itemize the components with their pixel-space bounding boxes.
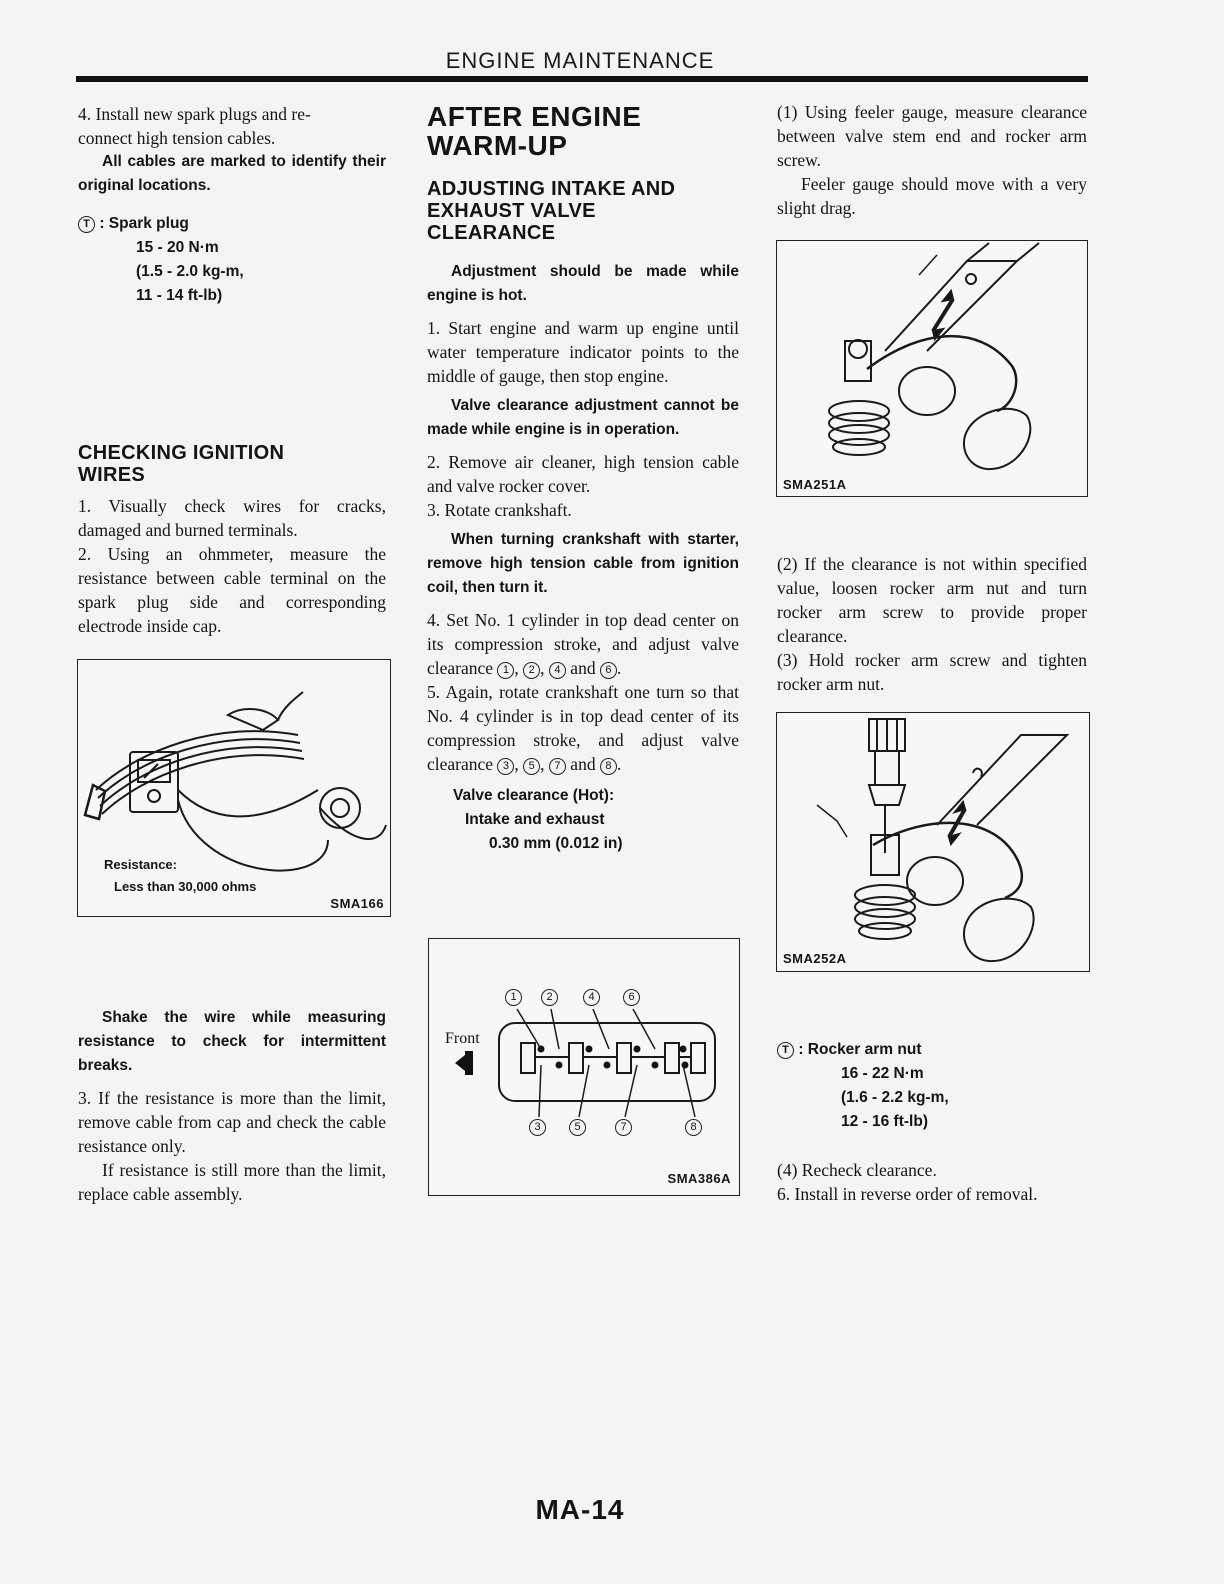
ignition-wires-section [78,442,386,638]
section-title-checking-ignition: CHECKING IGNITION [78,442,285,464]
and-word: and [565,658,600,678]
ohmmeter-caption-value: Less than 30,000 ohms [114,879,257,894]
figure-ohmmeter [77,659,391,917]
engine-operation-note: Valve clearance adjustment cannot be made while engine is in operation. [427,397,739,438]
spark-plug-torque-block [78,212,386,308]
section-title-wires: WIRES [78,464,146,486]
valve-number-6: 6 [600,662,617,679]
figure-code-sma166: SMA166 [330,896,384,911]
layout-valve-3: 3 [529,1119,546,1136]
after-warmup-title-2: WARM-UP [427,130,568,161]
torque-wrench-icon: T [777,1042,794,1059]
left-column [78,102,386,308]
right-column-middle [777,552,1087,696]
shake-wire-note: Shake the wire while measuring resistance to check for intermittent breaks. [78,1009,386,1074]
engine-hot-note: Adjustment should be made while engine is hot. [427,263,739,304]
page-header-title: ENGINE MAINTENANCE [445,48,715,73]
valve-clearance-value: 0.30 mm (0.012 in) [489,835,623,852]
spark-plug-torque-label: : Spark plug [99,215,189,232]
layout-valve-7: 7 [615,1119,632,1136]
left-step4-line1: 4. Install new spark plugs and re- [78,104,311,124]
valve-clearance-label: Valve clearance (Hot): [453,787,615,804]
feeler-step-3: (3) Hold rocker arm screw and tighten rocker arm nut. [777,650,1087,694]
valve-step-4-text: 4. Set No. 1 cylinder in top dead center on its compression stroke, and adjust valve clearance [427,610,739,678]
feeler-gauge-illustration [777,241,1087,496]
left-bottom-text [78,1006,386,1206]
valve-step-1: 1. Start engine and warm up engine until water temperature indicator points to the middle of gauge, then stop engine. [427,318,739,386]
starter-note: When turning crankshaft with starter, remove high tension cable from ignition coil, then turn it. [427,531,739,596]
valve-subtitle-1: ADJUSTING INTAKE AND [427,178,676,200]
recheck-step-4: (4) Recheck clearance. [777,1160,937,1180]
header-rule [76,76,1088,82]
feeler-step-2: (2) If the clearance is not within specified value, loosen rocker arm nut and turn rocker arm screw to provide proper clearance. [777,554,1087,646]
valve-number-7: 7 [549,758,566,775]
figure-feeler-gauge [776,240,1088,497]
valve-step-4: 4. Set No. 1 cylinder in top dead center on its compression stroke, and adjust valve clearance 1 , 2 , 4 and 6 . [427,610,739,678]
right-column-bottom [777,1158,1087,1206]
valve-number-5: 5 [523,758,540,775]
figure-code-sma251a: SMA251A [783,477,847,492]
ignition-step-1: 1. Visually check wires for cracks, damaged and burned terminals. [78,496,386,540]
layout-valve-1: 1 [505,989,522,1006]
valve-step-3: 3. Rotate crankshaft. [427,500,572,520]
valve-number-3: 3 [497,758,514,775]
valve-subtitle-3: CLEARANCE [427,222,556,244]
figure-code-sma386a: SMA386A [667,1171,731,1186]
valve-subtitle-2: EXHAUST VALVE [427,200,596,222]
rocker-nut-torque-nm: 16 - 22 N·m [841,1065,924,1082]
valve-number-1: 1 [497,662,514,679]
feeler-step-1-cont: Feeler gauge should move with a very slight drag. [777,174,1087,218]
left-step4-note: All cables are marked to identify their original locations. [78,153,386,194]
layout-valve-4: 4 [583,989,600,1006]
ignition-step-2: 2. Using an ohmmeter, measure the resistance between cable terminal on the spark plug side and corresponding electrode inside cap. [78,544,386,636]
layout-valve-5: 5 [569,1119,586,1136]
after-warmup-title-1: AFTER ENGINE [427,101,642,132]
and-word: and [565,754,600,774]
valve-step-2: 2. Remove air cleaner, high tension cable and valve rocker cover. [427,452,739,496]
rocker-nut-torque-block [777,1038,1087,1134]
middle-column [427,102,739,856]
ignition-step-3: 3. If the resistance is more than the limit, remove cable from cap and check the cable resistance only. [78,1088,386,1156]
page-number: MA-14 [535,1494,625,1525]
spark-plug-torque-ftlb: 11 - 14 ft-lb) [136,287,223,304]
layout-valve-6: 6 [623,989,640,1006]
figure-rocker-nut [776,712,1090,972]
rocker-nut-torque-label: : Rocker arm nut [798,1041,922,1058]
torque-wrench-icon: T [78,216,95,233]
right-column-top [777,100,1087,220]
valve-clearance-spec [427,784,739,856]
front-arrow-icon [455,1051,473,1075]
valve-number-4: 4 [549,662,566,679]
figure-code-sma252a: SMA252A [783,951,847,966]
figure-valve-layout [428,938,740,1196]
ignition-step-3-cont: If resistance is still more than the limit, replace cable assembly. [78,1160,386,1204]
valve-number-2: 2 [523,662,540,679]
left-step4-line2: connect high tension cables. [78,128,276,148]
valve-step-5-text: 5. Again, rotate crankshaft one turn so that No. 4 cylinder is in top dead center of its compression stroke, and adjust valve clearance [427,682,739,774]
rocker-nut-torque-ftlb: 12 - 16 ft-lb) [841,1113,928,1130]
rocker-nut-torque-kgm: (1.6 - 2.2 kg-m, [841,1089,949,1106]
valve-clearance-sub: Intake and exhaust [465,811,605,828]
rocker-nut-illustration [777,713,1089,971]
front-label: Front [445,1030,480,1047]
valve-layout-diagram [429,939,739,1195]
valve-number-8: 8 [600,758,617,775]
spark-plug-torque-nm: 15 - 20 N·m [136,239,219,256]
spark-plug-torque-kgm: (1.5 - 2.0 kg-m, [136,263,244,280]
reinstall-step-6: 6. Install in reverse order of removal. [777,1184,1038,1204]
valve-step-5: 5. Again, rotate crankshaft one turn so that No. 4 cylinder is in top dead center of its compression stroke, and adjust valve clearance 3 , 5 , 7 and 8 . [427,682,739,774]
layout-valve-2: 2 [541,989,558,1006]
ohmmeter-caption-label: Resistance: [104,857,177,872]
feeler-step-1: (1) Using feeler gauge, measure clearance between valve stem end and rocker arm screw. [777,102,1087,170]
layout-valve-8: 8 [685,1119,702,1136]
